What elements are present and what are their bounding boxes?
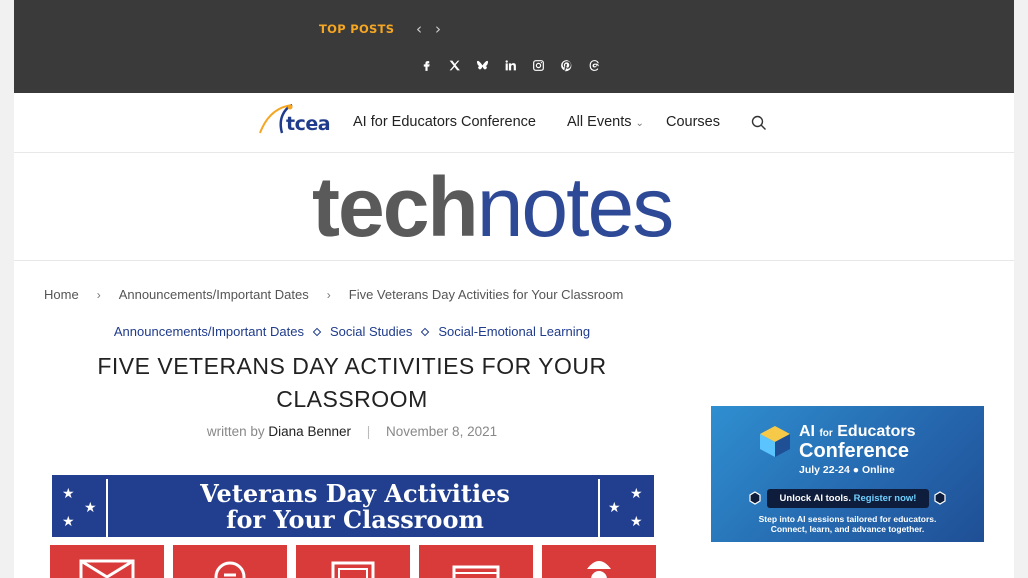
feature-image: [50, 473, 656, 578]
social-links: [418, 55, 602, 75]
star-icon: ★: [62, 486, 75, 502]
feature-banner: [50, 473, 656, 539]
tcea-logo-text: tcea: [286, 113, 331, 135]
ad-date-line: [711, 464, 984, 476]
speech-bubble-icon: [200, 555, 260, 578]
pinterest-icon[interactable]: [558, 56, 574, 74]
ad-subtext-1: Step into AI sessions tailored for educators.: [758, 514, 937, 524]
top-posts-label: TOP POSTS: [319, 22, 395, 36]
ad-subtext-2: Connect, learn, and advance together.: [770, 524, 925, 534]
top-posts-prev-button[interactable]: ‹: [416, 20, 422, 38]
written-by-label: written by: [206, 424, 265, 439]
facebook-icon[interactable]: [418, 56, 434, 74]
nav-ai-for-educators[interactable]: AI for Educators Conference: [353, 114, 536, 130]
brand-tech: tech: [312, 160, 477, 254]
laptop-icon: [323, 555, 383, 578]
ai-conference-ad[interactable]: [711, 406, 984, 542]
publish-date: November 8, 2021: [386, 424, 498, 439]
category-sel[interactable]: Social-Emotional Learning: [438, 324, 591, 339]
x-icon[interactable]: [446, 56, 462, 74]
article-meta: [14, 424, 690, 439]
star-icon: ★: [62, 514, 75, 530]
cube-logo-icon: [758, 424, 792, 458]
bluesky-icon[interactable]: [474, 56, 490, 74]
linkedin-icon[interactable]: [502, 56, 518, 74]
breadcrumb-current: Five Veterans Day Activities for Your Classroom: [348, 287, 624, 302]
author-link[interactable]: Diana Benner: [268, 424, 351, 439]
page-frame: [14, 0, 1014, 578]
ad-button-text: Unlock AI tools.: [779, 493, 851, 504]
ad-register-button[interactable]: [767, 489, 929, 508]
meta-divider: |: [366, 424, 371, 439]
envelope-icon: [77, 555, 137, 578]
search-button[interactable]: [751, 115, 767, 131]
feature-line1: Veterans Day Activities: [200, 479, 510, 508]
scroll-icon: [446, 555, 506, 578]
chevron-down-icon: ⌄: [635, 118, 644, 129]
feature-tile: [542, 545, 656, 578]
star-icon: ★: [630, 486, 643, 502]
main-nav: [14, 93, 1014, 153]
threads-icon[interactable]: [586, 56, 602, 74]
breadcrumb-separator-icon: ›: [326, 287, 331, 302]
nav-all-events[interactable]: [567, 114, 644, 130]
category-social-studies[interactable]: Social Studies: [329, 324, 413, 339]
nav-all-events-label: All Events: [567, 114, 632, 130]
brand-notes: notes: [476, 160, 673, 254]
breadcrumb-category[interactable]: Announcements/Important Dates: [118, 287, 309, 302]
breadcrumb: [44, 287, 623, 302]
hexagon-icon: [749, 491, 761, 505]
soldier-icon: [569, 555, 629, 578]
star-icon: ★: [608, 500, 621, 516]
search-icon: [751, 115, 767, 131]
ad-dot: ●: [852, 464, 862, 476]
ad-mode: Online: [861, 464, 895, 476]
star-icon: ★: [630, 514, 643, 530]
category-announcements[interactable]: Announcements/Important Dates: [113, 324, 304, 339]
article-categories: [14, 324, 690, 339]
masthead: [14, 153, 1014, 261]
ad-conference: Conference: [799, 440, 910, 462]
feature-line2: for Your Classroom: [226, 505, 484, 534]
article-title: FIVE VETERANS DAY ACTIVITIES FOR YOUR CLASSROOM: [97, 353, 607, 412]
top-posts-next-button[interactable]: ›: [435, 20, 441, 38]
tcea-logo[interactable]: [256, 99, 342, 143]
top-bar: [14, 0, 1014, 93]
ad-ai: AI: [799, 423, 815, 440]
breadcrumb-separator-icon: ›: [96, 287, 101, 302]
ad-for: for: [819, 428, 833, 439]
hexagon-icon: [934, 491, 946, 505]
ad-date: July 22-24: [799, 464, 850, 476]
diamond-separator-icon: [421, 328, 429, 336]
diamond-separator-icon: [313, 328, 321, 336]
feature-tile: [173, 545, 287, 578]
ad-title-line1: [799, 423, 916, 441]
feature-tile: [296, 545, 410, 578]
feature-tile: [419, 545, 533, 578]
ad-button-cta: Register now!: [853, 493, 917, 504]
star-icon: ★: [84, 500, 97, 516]
technotes-logo[interactable]: [312, 159, 672, 255]
instagram-icon[interactable]: [530, 56, 546, 74]
breadcrumb-home[interactable]: Home: [44, 287, 79, 302]
nav-courses[interactable]: Courses: [666, 114, 720, 130]
ad-educators: Educators: [837, 423, 916, 440]
feature-tile: [50, 545, 164, 578]
